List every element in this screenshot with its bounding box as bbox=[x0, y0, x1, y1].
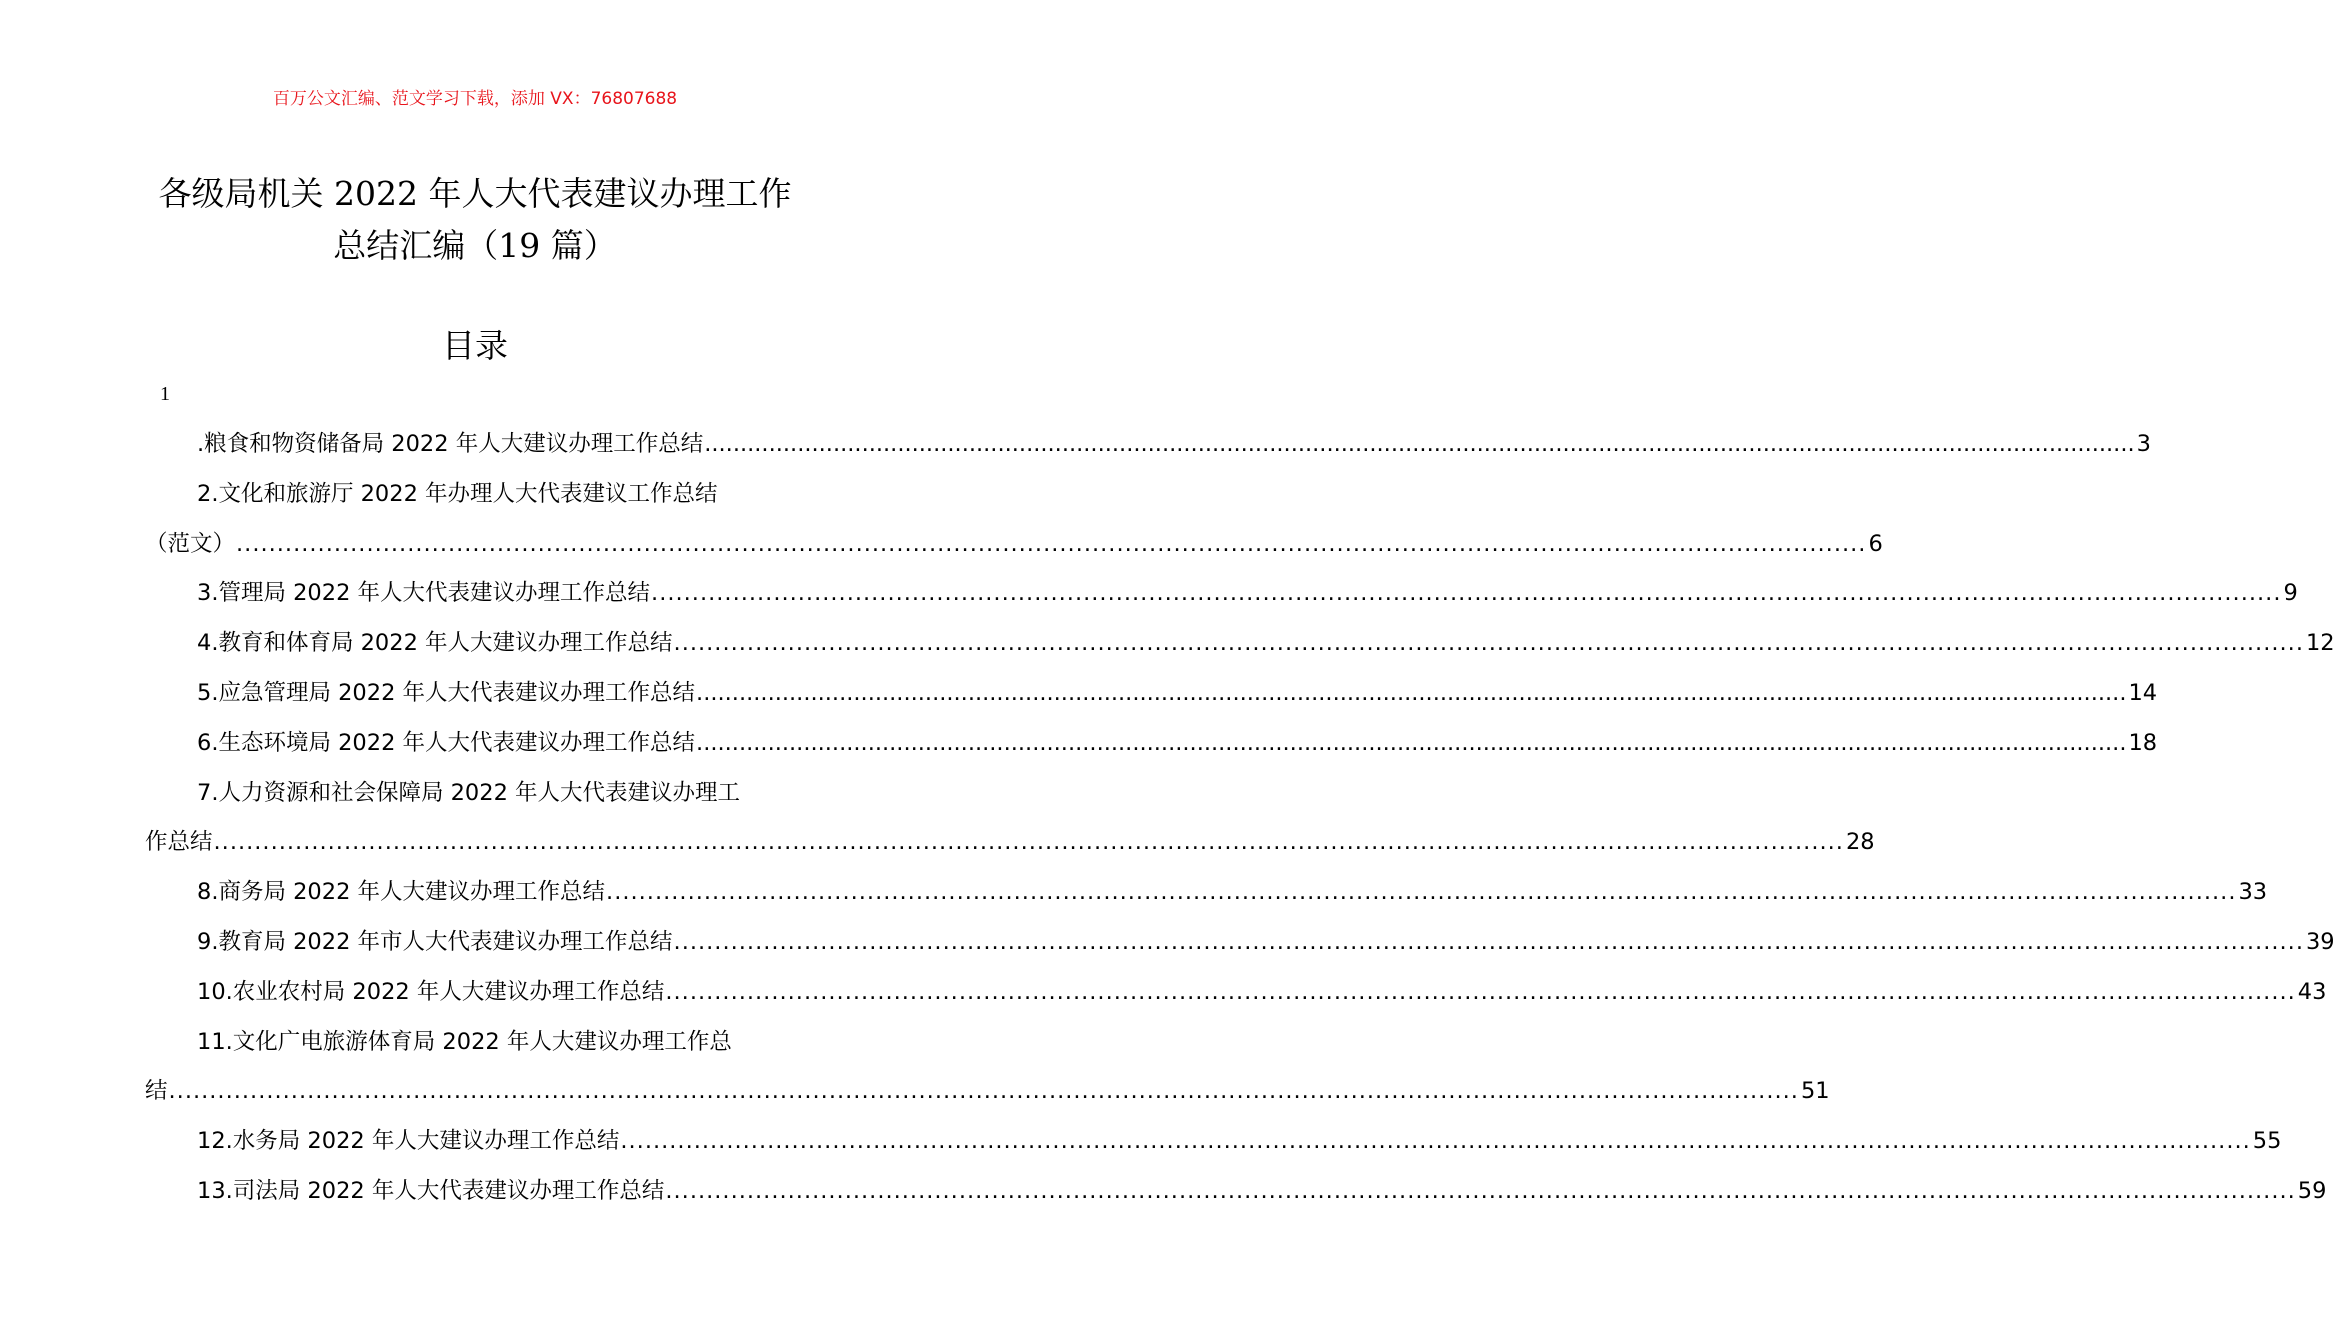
toc-heading: 目录 bbox=[442, 326, 508, 365]
toc-leader-dots: ........................................................................................................................................................................................................ bbox=[696, 729, 2127, 756]
toc-leader-dots: ........................................................................................................................................................................................................ bbox=[236, 530, 1867, 557]
toc-entry-title: 2.文化和旅游厅 2022 年办理人大代表建议工作总结 bbox=[197, 480, 718, 507]
stray-number: 1 bbox=[160, 383, 170, 405]
toc-entry-title: .粮食和物资储备局 2022 年人大建议办理工作总结 bbox=[197, 431, 704, 457]
toc-entry-title: 10.农业农村局 2022 年人大建议办理工作总结 bbox=[197, 978, 665, 1005]
toc-leader-dots: ........................................................................................................................................................................................................ bbox=[704, 431, 2135, 457]
table-of-contents bbox=[145, 420, 2335, 1217]
toc-entry[interactable] bbox=[145, 619, 2335, 669]
document-title-line-1: 各级局机关 2022 年人大代表建议办理工作 bbox=[158, 174, 792, 213]
toc-entry-title: 4.教育和体育局 2022 年人大建议办理工作总结 bbox=[197, 630, 673, 657]
toc-entry-title: 12.水务局 2022 年人大建议办理工作总结 bbox=[197, 1128, 620, 1155]
toc-leader-dots: ........................................................................................................................................................................................................ bbox=[665, 1177, 2296, 1204]
toc-entry-title: 7.人力资源和社会保障局 2022 年人大代表建议办理工 bbox=[197, 779, 741, 806]
toc-entry-page: 28 bbox=[1845, 829, 1875, 856]
toc-entry-title: 13.司法局 2022 年人大代表建议办理工作总结 bbox=[197, 1177, 665, 1204]
toc-entry-page: 51 bbox=[1800, 1078, 1830, 1105]
toc-entry-page: 39 bbox=[2305, 928, 2335, 955]
toc-leader-dots: ........................................................................................................................................................................................................ bbox=[651, 580, 2282, 607]
toc-entry[interactable] bbox=[145, 1018, 1830, 1118]
toc-entry-page: 43 bbox=[2297, 978, 2327, 1005]
toc-entry[interactable] bbox=[145, 769, 1875, 869]
toc-entry[interactable] bbox=[145, 669, 2158, 719]
toc-leader-dots: ........................................................................................................................................................................................................ bbox=[168, 1078, 1799, 1105]
toc-entry-title: 8.商务局 2022 年人大建议办理工作总结 bbox=[197, 879, 606, 906]
toc-entry-page: 18 bbox=[2128, 729, 2158, 756]
toc-entry-page: 33 bbox=[2238, 879, 2268, 906]
toc-entry-title: 11.文化广电旅游体育局 2022 年人大建议办理工作总 bbox=[197, 1028, 732, 1055]
toc-entry-title: 6.生态环境局 2022 年人大代表建议办理工作总结 bbox=[197, 729, 696, 756]
toc-leader-dots: ........................................................................................................................................................................................................ bbox=[696, 679, 2127, 706]
toc-leader-dots: ........................................................................................................................................................................................................ bbox=[620, 1128, 2251, 1155]
toc-entry[interactable] bbox=[145, 868, 2268, 918]
toc-entry-page: 59 bbox=[2297, 1177, 2327, 1204]
toc-entry-title: 9.教育局 2022 年市人大代表建议办理工作总结 bbox=[197, 928, 673, 955]
toc-entry[interactable] bbox=[145, 719, 2158, 769]
toc-entry-page: 3 bbox=[2136, 431, 2151, 457]
toc-entry-title: 5.应急管理局 2022 年人大代表建议办理工作总结 bbox=[197, 679, 696, 706]
toc-entry[interactable] bbox=[145, 1117, 2282, 1167]
toc-leader-dots: ........................................................................................................................................................................................................ bbox=[665, 978, 2296, 1005]
toc-entry[interactable] bbox=[145, 1167, 2327, 1217]
toc-entry[interactable] bbox=[145, 470, 1883, 570]
document-title-line-2: 总结汇编（19 篇） bbox=[333, 226, 617, 265]
toc-entry[interactable] bbox=[145, 968, 2327, 1018]
toc-entry-page: 9 bbox=[2283, 580, 2298, 607]
toc-leader-dots: ........................................................................................................................................................................................................ bbox=[606, 879, 2237, 906]
toc-entry-title-cont: （范文） bbox=[145, 530, 236, 557]
toc-entry-page: 6 bbox=[1868, 530, 1883, 557]
toc-leader-dots: ........................................................................................................................................................................................................ bbox=[673, 928, 2304, 955]
toc-entry-title-cont: 作总结 bbox=[145, 829, 213, 856]
toc-entry-page: 14 bbox=[2128, 679, 2158, 706]
toc-entry[interactable] bbox=[145, 420, 2151, 470]
toc-entry-title: 3.管理局 2022 年人大代表建议办理工作总结 bbox=[197, 580, 651, 607]
toc-entry-page: 12 bbox=[2305, 630, 2335, 657]
toc-entry-page: 55 bbox=[2252, 1128, 2282, 1155]
promo-header: 百万公文汇编、范文学习下载，添加 VX：76807688 bbox=[272, 89, 678, 109]
toc-entry-title-cont: 结 bbox=[145, 1078, 168, 1105]
toc-entry[interactable] bbox=[145, 918, 2335, 968]
toc-entry[interactable] bbox=[145, 569, 2298, 619]
toc-leader-dots: ........................................................................................................................................................................................................ bbox=[673, 630, 2304, 657]
toc-leader-dots: ........................................................................................................................................................................................................ bbox=[213, 829, 1844, 856]
